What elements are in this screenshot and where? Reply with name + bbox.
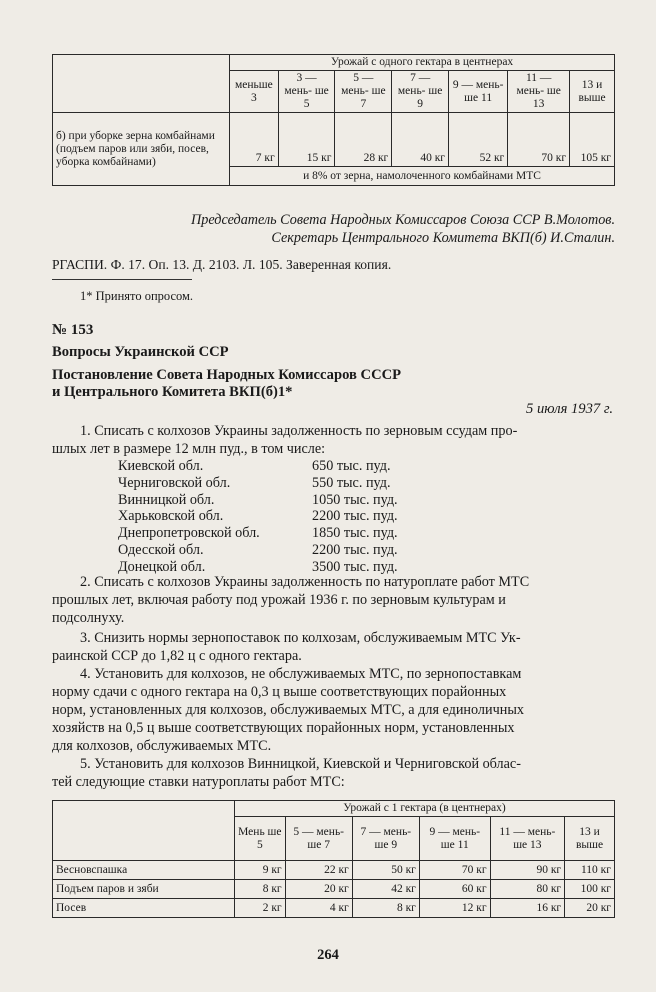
region-name: Донецкой обл. bbox=[118, 558, 206, 575]
table-col-header: 13 и выше bbox=[570, 71, 615, 113]
list-item bbox=[118, 542, 398, 559]
tariff-table-top bbox=[52, 54, 615, 186]
paragraph-2-line: подсолнуху. bbox=[52, 610, 125, 626]
table-col-header: 3 — мень- ше 5 bbox=[278, 71, 335, 113]
table-corner bbox=[53, 55, 230, 113]
region-name: Винницкой обл. bbox=[118, 491, 215, 508]
region-name: Киевской обл. bbox=[118, 458, 204, 474]
paragraph-1-line: 1. Списать с колхозов Украины задолженность по зерновым ссудам про- bbox=[80, 423, 518, 439]
table-col-header: меньше 3 bbox=[230, 71, 279, 113]
paragraph-4-line: норму сдачи с одного гектара на 0,3 ц выше соответствующих порайонных bbox=[52, 684, 507, 700]
table-cell: 20 кг bbox=[565, 899, 615, 918]
table-cell: 16 кг bbox=[490, 899, 565, 918]
paragraph-5-line: тей следующие ставки натуроплаты работ МТС: bbox=[52, 774, 345, 790]
table-col-header: 11 — мень- ше 13 bbox=[490, 817, 565, 861]
table-col-header: 5 — мень- ше 7 bbox=[335, 71, 392, 113]
region-value: 3500 тыс. пуд. bbox=[312, 558, 398, 575]
paragraph-4-line: хозяйств на 0,5 ц выше соответствующих порайонных норм, установленных bbox=[52, 720, 515, 736]
table-col-header: 13 и выше bbox=[565, 817, 615, 861]
table-cell: 100 кг bbox=[565, 880, 615, 899]
table-row-label: б) при уборке зерна комбайнами (подъем паров или зяби, посев, уборка комбайнами) bbox=[53, 113, 230, 186]
table-cell: 9 кг bbox=[235, 861, 286, 880]
list-item bbox=[118, 508, 398, 525]
list-item bbox=[118, 475, 398, 492]
tariff-table-bottom bbox=[52, 800, 615, 918]
table-note: и 8% от зерна, намолоченного комбайнами МТС bbox=[230, 167, 615, 186]
document-number: № 153 bbox=[52, 322, 94, 338]
region-value: 550 тыс. пуд. bbox=[312, 474, 391, 491]
table-row bbox=[53, 880, 615, 899]
region-list bbox=[118, 458, 398, 576]
table-cell: 52 кг bbox=[449, 113, 508, 167]
region-name: Харьковской обл. bbox=[118, 508, 224, 525]
table-cell: 70 кг bbox=[419, 861, 490, 880]
region-value: 650 тыс. пуд. bbox=[312, 458, 391, 474]
table-cell: 22 кг bbox=[285, 861, 352, 880]
table-cell: 60 кг bbox=[419, 880, 490, 899]
region-name: Черниговской обл. bbox=[118, 474, 231, 491]
table-cell: 42 кг bbox=[352, 880, 419, 899]
table-header: Урожай с одного гектара в центнерах bbox=[230, 55, 615, 71]
region-name: Одесской обл. bbox=[118, 541, 204, 558]
list-item bbox=[118, 525, 398, 542]
paragraph-1-line: шлых лет в размере 12 млн пуд., в том числе: bbox=[52, 441, 326, 457]
region-value: 1050 тыс. пуд. bbox=[312, 491, 398, 508]
table-cell: 2 кг bbox=[235, 899, 286, 918]
table-cell: 90 кг bbox=[490, 861, 565, 880]
paragraph-3-line: 3. Снизить нормы зернопоставок по колхозам, обслуживаемым МТС Ук- bbox=[80, 630, 521, 646]
paragraph-2-line: 2. Списать с колхозов Украины задолженность по натуроплате работ МТС bbox=[80, 574, 530, 590]
paragraph-2-line: прошлых лет, включая работу под урожай 1936 г. по зерновым культурам и bbox=[52, 592, 506, 608]
table-row bbox=[53, 861, 615, 880]
table-col-header: 7 — мень- ше 9 bbox=[352, 817, 419, 861]
table-cell: 7 кг bbox=[230, 113, 279, 167]
region-name: Днепропетровской обл. bbox=[118, 525, 260, 542]
signature-molotov: Председатель Совета Народных Комиссаров Союза ССР В.Молотов. bbox=[191, 212, 615, 228]
list-item bbox=[118, 492, 398, 509]
paragraph-4-line: норм, установленных для колхозов, обслуживаемых МТС, а для единоличных bbox=[52, 702, 524, 718]
table-corner bbox=[53, 801, 235, 861]
table-row bbox=[53, 899, 615, 918]
table-col-header: 11 — мень- ше 13 bbox=[508, 71, 570, 113]
table-cell: 12 кг bbox=[419, 899, 490, 918]
table-cell: 105 кг bbox=[570, 113, 615, 167]
region-value: 2200 тыс. пуд. bbox=[312, 508, 398, 525]
table-cell: 70 кг bbox=[508, 113, 570, 167]
paragraph-4-line: для колхозов, обслуживаемых МТС. bbox=[52, 738, 272, 754]
table-row-label: Подъем паров и зяби bbox=[53, 880, 235, 899]
table-col-header: 9 — мень- ше 11 bbox=[419, 817, 490, 861]
table-cell: 4 кг bbox=[285, 899, 352, 918]
paragraph-3-line: раинской ССР до 1,82 ц с одного гектара. bbox=[52, 648, 302, 664]
table-cell: 8 кг bbox=[352, 899, 419, 918]
table-col-header: 5 — мень- ше 7 bbox=[285, 817, 352, 861]
footnote-divider bbox=[52, 279, 192, 280]
paragraph-4-line: 4. Установить для колхозов, не обслуживаемых МТС, по зернопоставкам bbox=[80, 666, 522, 682]
footnote: 1* Принято опросом. bbox=[80, 289, 194, 303]
decree-title-line1: Постановление Совета Народных Комиссаров СССР bbox=[52, 367, 402, 383]
table-header: Урожай с 1 гектара (в центнерах) bbox=[235, 801, 615, 817]
section-title: Вопросы Украинской ССР bbox=[52, 344, 229, 360]
table-row-label: Весновспашка bbox=[53, 861, 235, 880]
signature-stalin: Секретарь Центрального Комитета ВКП(б) И.Сталин. bbox=[271, 230, 615, 246]
table-cell: 80 кг bbox=[490, 880, 565, 899]
document-date: 5 июля 1937 г. bbox=[526, 401, 613, 417]
table-cell: 20 кг bbox=[285, 880, 352, 899]
list-item bbox=[118, 458, 398, 475]
region-value: 1850 тыс. пуд. bbox=[312, 525, 398, 542]
archive-reference: РГАСПИ. Ф. 17. Оп. 13. Д. 2103. Л. 105. Заверенная копия. bbox=[52, 257, 392, 272]
table-cell: 40 кг bbox=[392, 113, 449, 167]
table-cell: 8 кг bbox=[235, 880, 286, 899]
page-number: 264 bbox=[317, 947, 339, 963]
table-cell: 110 кг bbox=[565, 861, 615, 880]
paragraph-5-line: 5. Установить для колхозов Винницкой, Киевской и Черниговской облас- bbox=[80, 756, 521, 772]
table-col-header: 7 — мень- ше 9 bbox=[392, 71, 449, 113]
table-cell: 15 кг bbox=[278, 113, 335, 167]
table-row-label: Посев bbox=[53, 899, 235, 918]
decree-title-line2: и Центрального Комитета ВКП(б)1* bbox=[52, 384, 293, 400]
table-col-header: 9 — мень- ше 11 bbox=[449, 71, 508, 113]
table-cell: 28 кг bbox=[335, 113, 392, 167]
table-col-header: Мень ше 5 bbox=[235, 817, 286, 861]
region-value: 2200 тыс. пуд. bbox=[312, 541, 398, 558]
table-cell: 50 кг bbox=[352, 861, 419, 880]
